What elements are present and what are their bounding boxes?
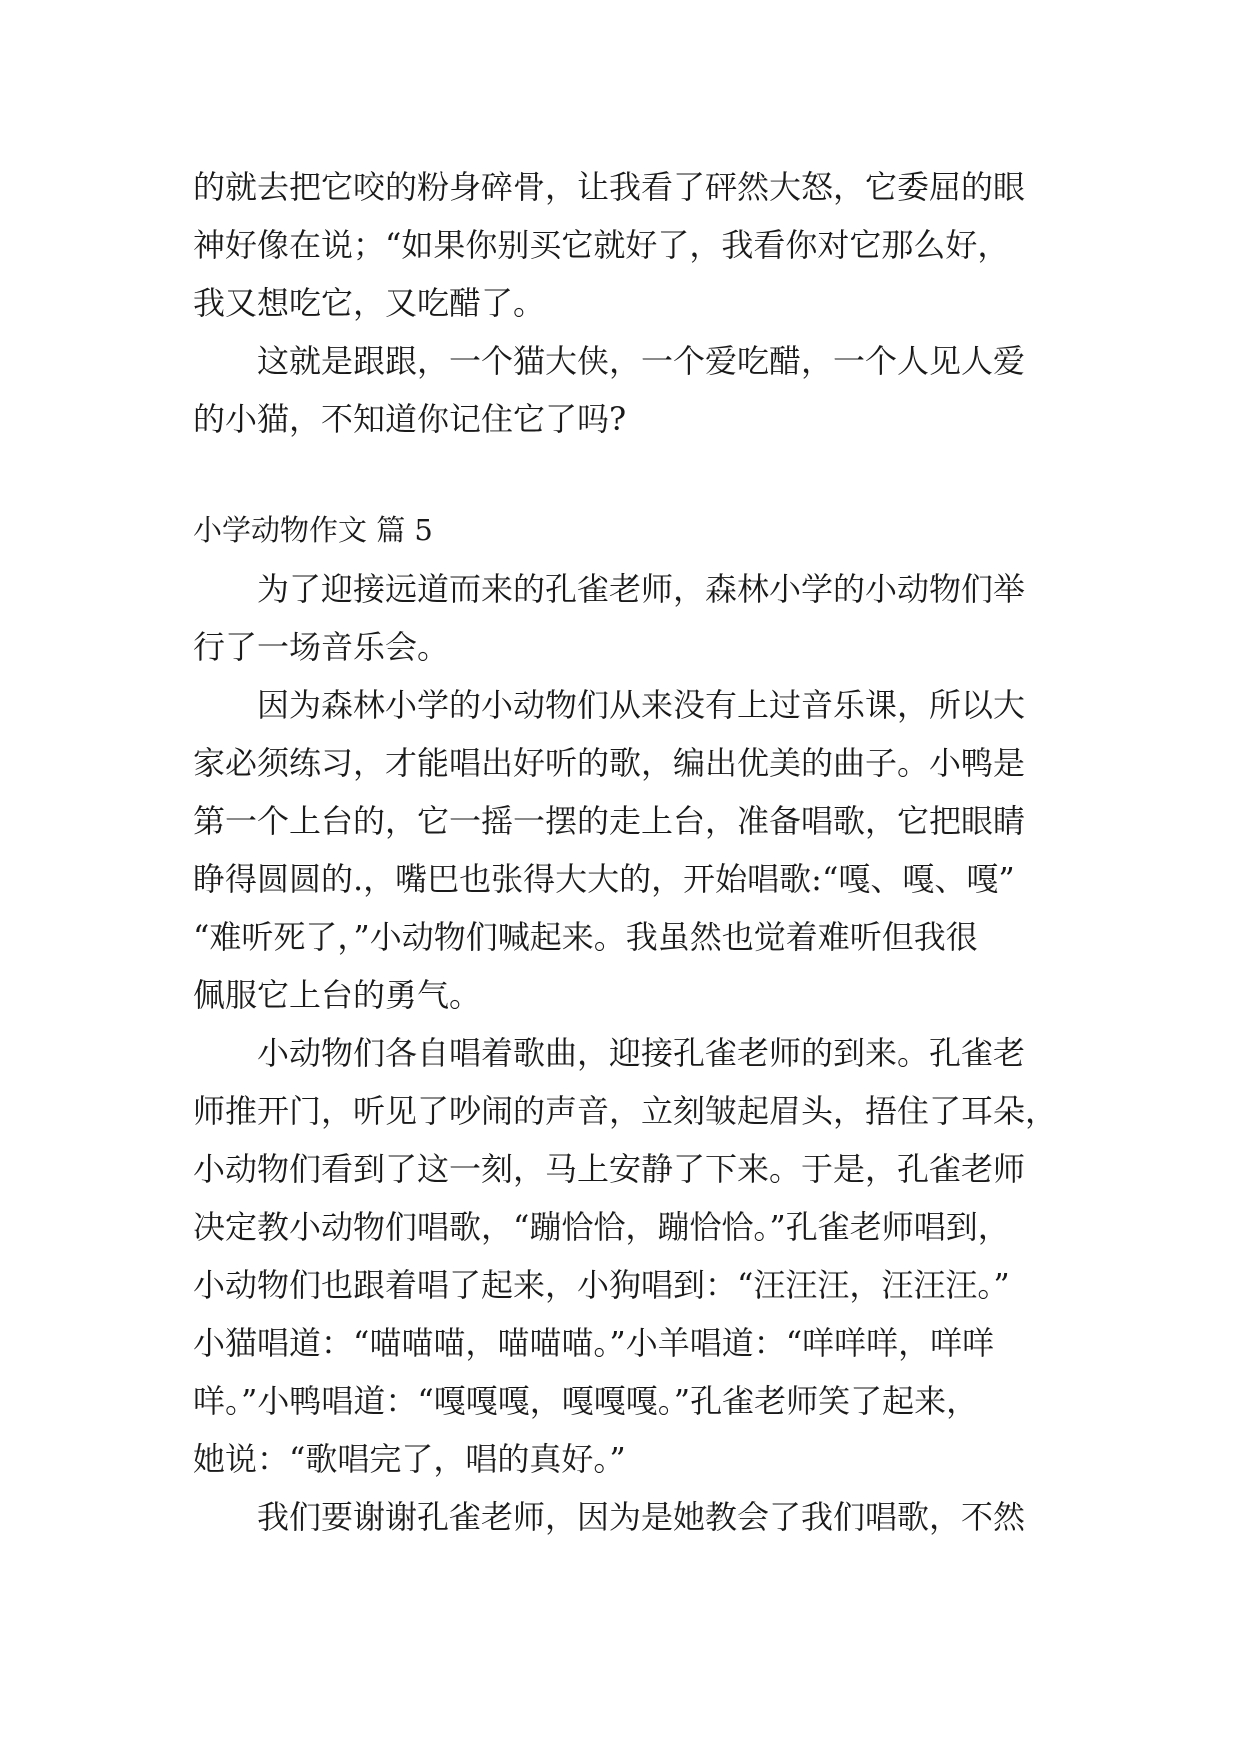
text-line: 睁得圆圆的.，嘴巴也张得大大的，开始唱歌:“嘎、嘎、嘎” [193,860,1015,898]
text-line: 的小猫，不知道你记住它了吗? [193,400,627,438]
text-line: 这就是跟跟，一个猫大侠，一个爱吃醋，一个人见人爱 [257,342,1026,380]
paragraph-continued [193,158,1053,332]
text-line: 家必须练习，才能唱出好听的歌，编出优美的曲子。小鸭是 [193,744,1026,782]
text-line: 我们要谢谢孔雀老师，因为是她教会了我们唱歌，不然 [257,1498,1026,1536]
text-line: 神好像在说；“如果你别买它就好了，我看你对它那么好， [193,226,1010,264]
paragraph-3 [193,1024,1058,1488]
paragraph-closing [193,332,1053,448]
text-line: 为了迎接远道而来的孔雀老师，森林小学的小动物们举 [257,570,1026,608]
paragraph-2 [193,676,1053,1024]
text-line: 决定教小动物们唱歌，“蹦恰恰，蹦恰恰。”孔雀老师唱到， [193,1208,1010,1246]
text-line: 行了一场音乐会。 [193,628,450,666]
text-line: 因为森林小学的小动物们从来没有上过音乐课，所以大 [257,686,1026,724]
text-line: “难听死了，”小动物们喊起来。我虽然也觉着难听但我很 [193,918,978,956]
text-line: 她说：“歌唱完了，唱的真好。” [193,1440,626,1478]
paragraph-1 [193,560,1053,676]
text-line: 咩。”小鸭唱道：“嘎嘎嘎，嘎嘎嘎。”孔雀老师笑了起来， [193,1382,979,1420]
text-line: 的就去把它咬的粉身碎骨，让我看了砰然大怒，它委屈的眼 [193,168,1026,206]
text-line: 师推开门，听见了吵闹的声音，立刻皱起眉头，捂住了耳朵， [193,1092,1058,1130]
text-line: 小动物们也跟着唱了起来，小狗唱到：“汪汪汪，汪汪汪。” [193,1266,1010,1304]
section-heading: 小学动物作文 篇 5 [193,513,433,547]
paragraph-4 [193,1488,1053,1546]
text-line: 小动物们看到了这一刻，马上安静了下来。于是，孔雀老师 [193,1150,1026,1188]
text-line: 第一个上台的，它一摇一摆的走上台，准备唱歌，它把眼睛 [193,802,1026,840]
text-line: 我又想吃它，又吃醋了。 [193,284,546,322]
text-line: 小动物们各自唱着歌曲，迎接孔雀老师的到来。孔雀老 [257,1034,1026,1072]
text-line: 佩服它上台的勇气。 [193,976,482,1014]
text-line: 小猫唱道：“喵喵喵，喵喵喵。”小羊唱道：“咩咩咩，咩咩 [193,1324,995,1362]
